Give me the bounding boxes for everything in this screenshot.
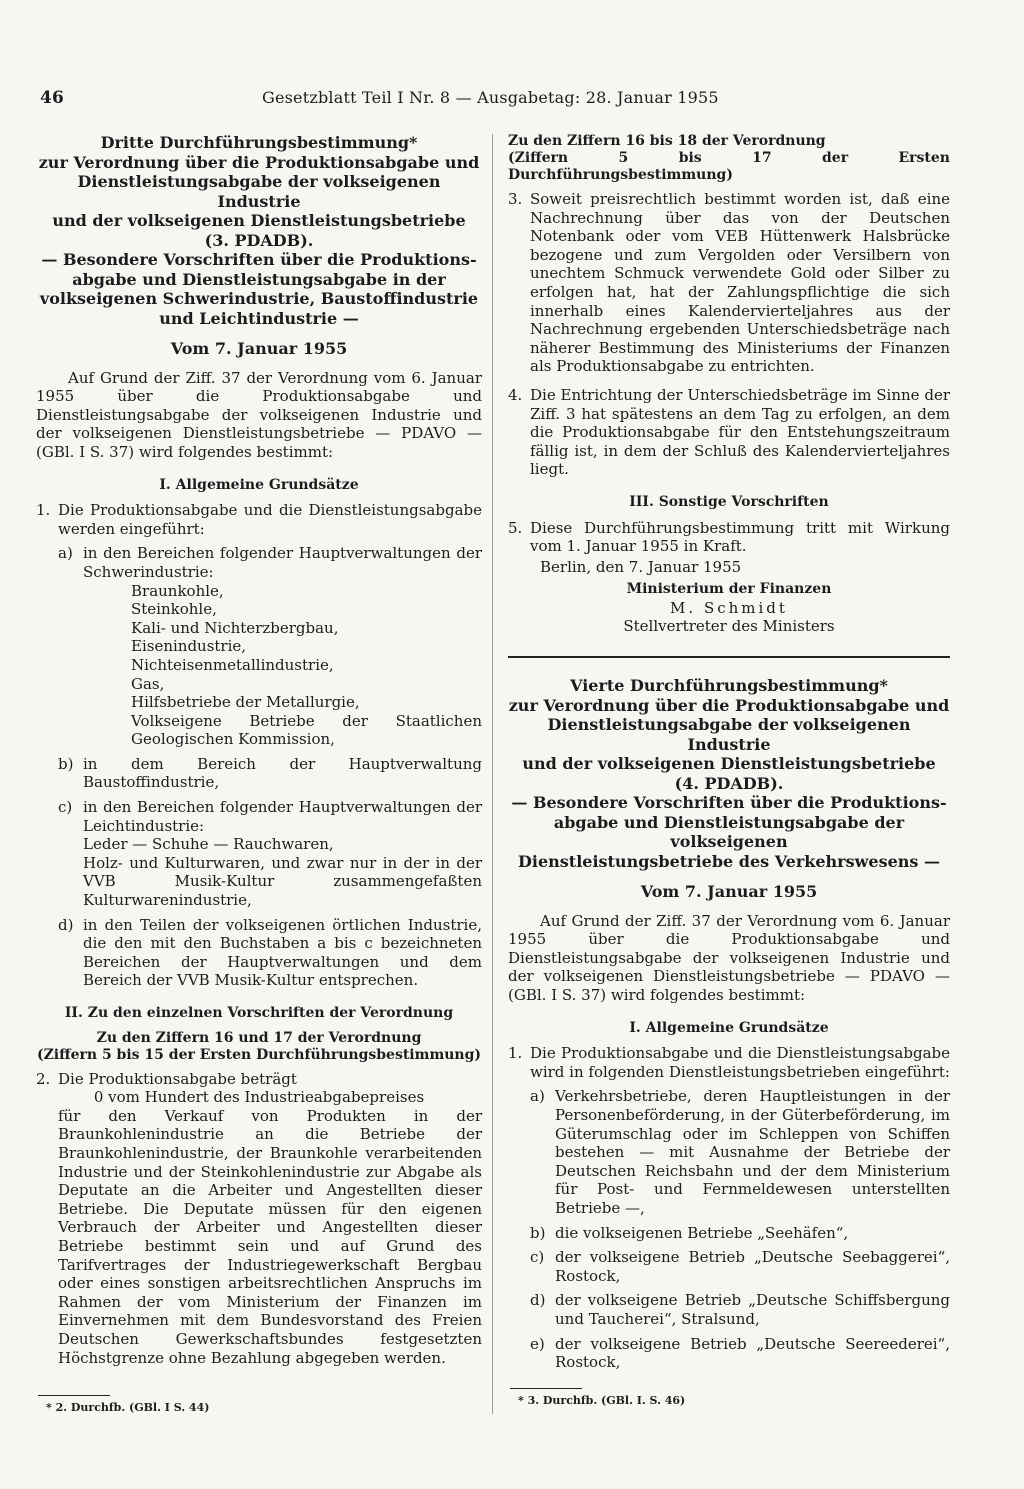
place-date: Berlin, den 7. Januar 1955: [540, 557, 742, 576]
list-letter: c): [530, 1248, 545, 1267]
list-letter: d): [530, 1291, 546, 1310]
list-letter: b): [530, 1223, 546, 1242]
list-item-a: [58, 544, 482, 581]
subheading: Zu den Ziffern 16 bis 18 der Verordnung: [508, 133, 826, 149]
list-letter: a): [58, 544, 73, 563]
paragraph-number: 3.: [508, 190, 523, 208]
issue-date: Vom 7. Januar 1955: [640, 882, 818, 902]
paragraph-text: Soweit preisrechtlich bestimmt worden ist, daß eine Nachrechnung über das von der Deutschen Notenbank oder vom VEB Hüttenwerk Halsbrücke bezogene und zum Vergolden oder Versilbern von unechtem Schmuck verwendete Gold oder Silber zu erfolgen hat, hat der Zahlungspflichtige die sich innerhalb eines Kalendervierteljahres aus der Nachrechnung ergebenden Unterschiedsbeträge nach näherer Bestimmung des Ministeriums der Finanzen als Produktionsabgabe zu entrichten.: [530, 190, 950, 376]
column-divider: [492, 134, 493, 1414]
running-title: Gesetzblatt Teil I Nr. 8 — Ausgabetag: 28. Januar 1955: [262, 88, 719, 107]
issue-date: Vom 7. Januar 1955: [170, 339, 348, 358]
list-entry: Kali- und Nichterzbergbau,: [131, 618, 339, 637]
list-item-a: [530, 1087, 950, 1217]
list-item-d: [530, 1291, 950, 1328]
list-entry: Nichteisenmetallindustrie,: [131, 655, 334, 674]
title-line: und der volkseigenen Dienstleistungsbetriebe: [522, 754, 936, 774]
title-line: abgabe und Dienstleistungsabgabe der volkseigenen: [553, 812, 905, 852]
list-entry: Eisenindustrie,: [131, 637, 247, 656]
list-entry: Hilfsbetriebe der Metallurgie,: [131, 693, 360, 712]
section-heading: I. Allgemeine Grundsätze: [159, 476, 359, 493]
title-line: (4. PDADB).: [674, 773, 784, 793]
title-line: abgabe und Dienstleistungsabgabe in der: [72, 269, 446, 289]
title-line: — Besondere Vorschriften über die Produktions-: [511, 793, 947, 813]
paragraph-2: [36, 1070, 482, 1089]
list-item-c: [58, 798, 482, 910]
footnote: * 3. Durchfb. (GBl. I. S. 46): [518, 1394, 686, 1407]
subheading: Zu den Ziffern 16 und 17 der Verordnung: [96, 1029, 422, 1046]
industry-list: [131, 582, 482, 749]
title-line: Dienstleistungsabgabe der volkseigenen Industrie: [77, 172, 441, 211]
list-letter: e): [530, 1334, 545, 1353]
list-text: der volkseigene Betrieb „Deutsche Schiffsbergung und Taucherei“, Stralsund,: [555, 1291, 950, 1328]
left-column: [36, 133, 482, 1367]
paragraph-4: [508, 386, 950, 479]
subheading: (Ziffern 5 bis 17 der Ersten Durchführungsbestimmung): [508, 150, 950, 183]
paragraph-number: 2.: [36, 1069, 51, 1088]
paragraph-5: [508, 519, 950, 556]
preamble: Auf Grund der Ziff. 37 der Verordnung vom 6. Januar 1955 über die Produktionsabgabe und Dienstleistungsabgabe der volkseigenen Industrie und der volkseigenen Dienstleistungsbetriebe — PDAVO — (GBl. I S. 37) wird folgendes bestimmt:: [36, 368, 482, 461]
list-item-c: [530, 1248, 950, 1285]
signature-name: M. Schmidt: [670, 598, 788, 617]
section-heading: II. Zu den einzelnen Vorschriften der Verordnung: [64, 1005, 454, 1021]
list-text: in den Bereichen folgender Hauptverwaltungen der Schwerindustrie:: [83, 544, 482, 581]
title-line: — Besondere Vorschriften über die Produktions-: [41, 250, 477, 269]
list-letter: a): [530, 1087, 545, 1106]
signature-organization: Ministerium der Finanzen: [626, 581, 832, 598]
paragraph-number: 1.: [508, 1044, 523, 1063]
paragraph-1: [36, 501, 482, 538]
list-entry: Volkseigene Betriebe der Staatlichen Geologischen Kommission,: [131, 711, 482, 749]
list-entry: Braunkohle,: [131, 581, 224, 600]
paragraph-text: Die Produktionsabgabe und die Dienstleistungsabgabe werden eingeführt:: [58, 501, 482, 538]
title-line: Dienstleistungsabgabe der volkseigenen Industrie: [547, 715, 911, 754]
title-line: zur Verordnung über die Produktionsabgabe und: [508, 695, 950, 715]
preamble: Auf Grund der Ziff. 37 der Verordnung vom 6. Januar 1955 über die Produktionsabgabe und Dienstleistungsabgabe der volkseigenen Industrie und der volkseigenen Dienstleistungsbetriebe — PDAVO — (GBl. I S. 37) wird folgendes bestimmt:: [508, 911, 950, 1005]
footnote: * 2. Durchfb. (GBl. I S. 44): [46, 1401, 210, 1414]
paragraph-text: Diese Durchführungsbestimmung tritt mit Wirkung vom 1. Januar 1955 in Kraft.: [530, 518, 950, 556]
list-text: in den Teilen der volkseigenen örtlichen Industrie, die den mit den Buchstaben a bis c bezeichneten Bereichen der Hauptverwaltungen und dem Bereich der VVB Musik-Kultur entsprechen.: [83, 915, 482, 990]
list-letter: d): [58, 915, 74, 934]
paragraph-text: Die Produktionsabgabe beträgt: [58, 1069, 297, 1088]
paragraph-number: 4.: [508, 385, 523, 404]
section-separator: [508, 656, 950, 658]
list-letter: c): [58, 798, 73, 817]
footnote-rule: [510, 1388, 582, 1389]
list-entry: Steinkohle,: [131, 600, 217, 619]
list-text: in dem Bereich der Hauptverwaltung Baustoffindustrie,: [83, 754, 482, 792]
title-line: Vierte Durchführungsbestimmung*: [570, 676, 888, 696]
list-item-e: [530, 1335, 950, 1372]
title-line: und der volkseigenen Dienstleistungsbetriebe: [52, 211, 466, 230]
title-line: und Leichtindustrie —: [159, 308, 359, 328]
list-item-b: [58, 755, 482, 792]
list-item-d: [58, 916, 482, 990]
list-letter: b): [58, 754, 74, 773]
section-heading: III. Sonstige Vorschriften: [629, 493, 829, 510]
signature-block: [508, 580, 950, 636]
list-text: Verkehrsbetriebe, deren Hauptleistungen in der Personenbeförderung, in der Güterbeförderung, im Güterumschlag oder im Schleppen von Schiffen bestehen — mit Ausnahme der Betriebe der Deutschen Reichsbahn und der dem Ministerium für Post- und Fernmeldewesen unterstellten Betriebe —,: [555, 1087, 950, 1217]
rate-line: 0 vom Hundert des Industrieabgabepreises: [93, 1088, 425, 1107]
title-line: Dienstleistungsbetriebe des Verkehrswesens —: [518, 851, 940, 871]
list-text: die volkseigenen Betriebe „Seehäfen“,: [555, 1223, 849, 1242]
list-text: der volkseigene Betrieb „Deutsche Seereederei“, Rostock,: [555, 1334, 950, 1372]
title-line: volkseigenen Schwerindustrie, Baustoffindustrie: [39, 289, 479, 308]
title-line: (3. PDADB).: [204, 230, 314, 250]
section-heading: I. Allgemeine Grundsätze: [629, 1019, 829, 1036]
title-line: Dritte Durchführungsbestimmung*: [100, 133, 418, 152]
list-text: Leder — Schuhe — Rauchwaren,: [83, 835, 334, 854]
document-title-3-pdadb: [36, 133, 482, 328]
list-entry: Gas,: [131, 674, 165, 693]
title-line: zur Verordnung über die Produktionsabgabe und: [38, 152, 480, 172]
page-number: 46: [40, 88, 65, 108]
signature-role: Stellvertreter des Ministers: [623, 617, 835, 636]
paragraph-body: für den Verkauf von Produkten in der Braunkohlenindustrie an die Betriebe der Braunkohlenindustrie, der Braunkohle verarbeitenden Industrie und der Steinkohlenindustrie zur Abgabe als Deputate an die Arbeiter und Angestellten dieser Betriebe. Die Deputate müssen für den eigenen Verbrauch der Arbeiter und Angestellten dieser Betriebe bestimmt sein und auf Grund des Tarifvertrages der Industriegewerkschaft Bergbau oder eines sonstigen arbeitsrechtlichen Anspruchs im Rahmen der vom Ministerium der Finanzen im Einvernehmen mit dem Bundesvorstand des Freien Deutschen Gewerkschaftsbundes festgesetzten Höchstgrenze ohne Bezahlung abgegeben werden.: [58, 1106, 482, 1367]
subheading: (Ziffern 5 bis 15 der Ersten Durchführungsbestimmung): [36, 1046, 482, 1063]
list-text: der volkseigene Betrieb „Deutsche Seebaggerei“, Rostock,: [555, 1248, 950, 1285]
paragraph-text: Die Entrichtung der Unterschiedsbeträge im Sinne der Ziff. 3 hat spätestens an dem Tag zu erfolgen, an dem die Produktionsabgabe für den Entstehungszeitraum fällig ist, in dem der Schluß des Kalendervierteljahres liegt.: [530, 385, 950, 479]
right-column: [508, 133, 950, 1372]
paragraph-1: [508, 1044, 950, 1081]
list-item-b: [530, 1224, 950, 1243]
list-text: Holz- und Kulturwaren, und zwar nur in der in der VVB Musik-Kultur zusammengefaßten Kulturwarenindustrie,: [83, 853, 482, 910]
list-text: in den Bereichen folgender Hauptverwaltungen der Leichtindustrie:: [83, 798, 482, 835]
paragraph-number: 5.: [508, 518, 523, 537]
paragraph-text: Die Produktionsabgabe und die Dienstleistungsabgabe wird in folgenden Dienstleistungsbetrieben eingeführt:: [530, 1044, 950, 1081]
paragraph-3: [508, 190, 950, 376]
document-title-4-pdadb: [508, 676, 950, 871]
footnote-rule: [38, 1395, 110, 1396]
paragraph-number: 1.: [36, 501, 51, 520]
